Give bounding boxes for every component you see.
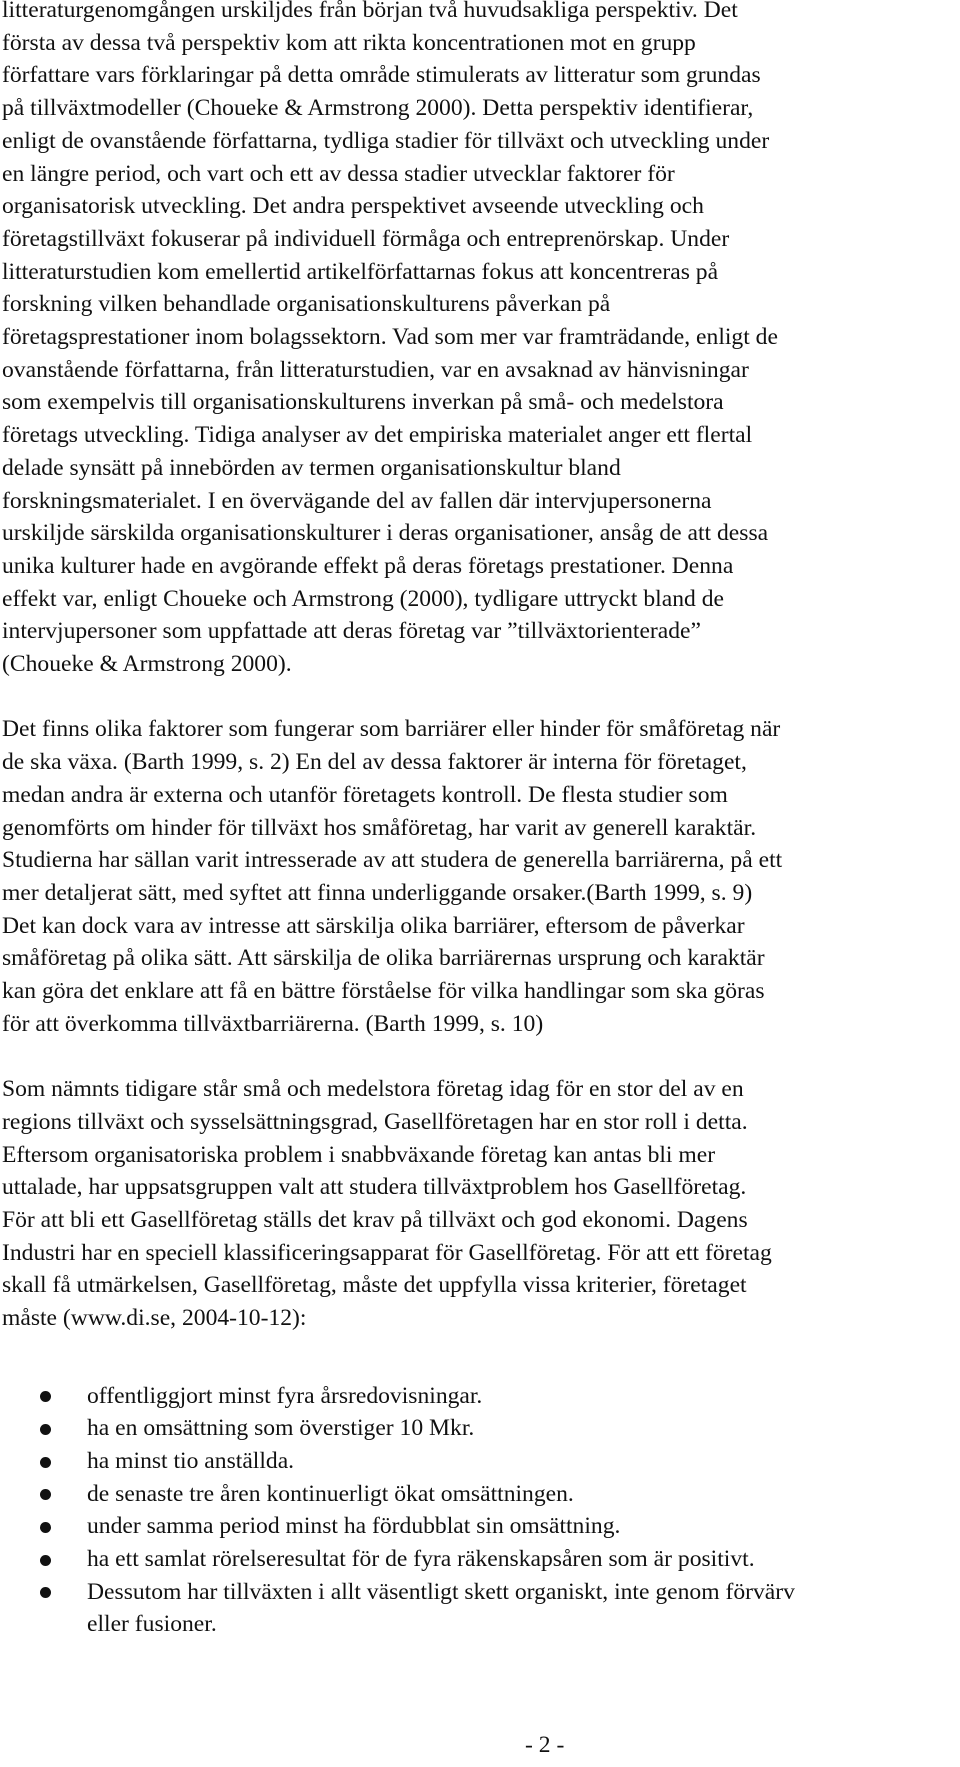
text-line: företagsprestationer inom bolagssektorn. Vad som mer var framträdande, enligt de (2, 324, 778, 350)
text-line: de ska växa. (Barth 1999, s. 2) En del av dessa faktorer är interna för företaget, (2, 749, 747, 776)
text-line: författare vars förklaringar på detta område stimulerats av litteratur som grundas (2, 62, 761, 89)
text-line: Industri har en speciell klassificeringsapparat för Gasellföretag. För att ett företag (2, 1239, 772, 1266)
text-line: forskning vilken behandlade organisationskulturens påverkan på (2, 291, 611, 318)
text-line: genomförts om hinder för tillväxt hos småföretag, har varit av generell karaktär. (2, 814, 757, 841)
text-line: Eftersom organisatoriska problem i snabbväxande företag kan antas bli mer (2, 1141, 716, 1168)
text-line: ovanstående författarna, från litteraturstudien, var en avsaknad av hänvisningar (2, 356, 749, 383)
bullet-icon (40, 1522, 51, 1533)
text-line: unika kulturer hade en avgörande effekt på deras företags prestationer. Denna (2, 552, 734, 579)
text-line: regions tillväxt och sysselsättningsgrad, Gasellföretagen har en stor roll i detta. (2, 1108, 748, 1135)
text-line: delade synsätt på innebörden av termen organisationskultur bland (2, 454, 621, 481)
list-item-text: ha minst tio anställda. (87, 1447, 295, 1474)
text-line: kan göra det enklare att få en bättre förståelse för vilka handlingar som ska göras (2, 978, 765, 1004)
text-line: skall få utmärkelsen, Gasellföretag, måste det uppfylla vissa kriterier, företaget (2, 1272, 747, 1299)
text-line: intervjupersoner som uppfattade att deras företag var ”tillväxtorienterade” (2, 618, 701, 645)
text-line: Studierna har sällan varit intresserade av att studera de generella barriärerna, på ett (2, 847, 783, 874)
bullet-icon (40, 1555, 51, 1566)
text-line: Som nämnts tidigare står små och medelstora företag idag för en stor del av en (2, 1076, 744, 1103)
list-item-text: ha ett samlat rörelseresultat för de fyra räkenskapsåren som är positivt. (87, 1546, 755, 1572)
text-line: enligt de ovanstående författarna, tydliga stadier för tillväxt och utveckling under (2, 127, 770, 154)
text-line: effekt var, enligt Choueke och Armstrong (2000), tydligare uttryckt bland de (2, 585, 724, 612)
list-item-text: Dessutom har tillväxten i allt väsentligt skett organiskt, inte genom förvärv (87, 1578, 795, 1605)
text-line: (Choueke & Armstrong 2000). (2, 651, 292, 677)
text-line: en längre period, och vart och ett av dessa stadier utvecklar faktorer för (2, 160, 675, 187)
list-item-text: under samma period minst ha fördubblat sin omsättning. (87, 1513, 621, 1540)
text-line: första av dessa två perspektiv kom att rikta koncentrationen mot en grupp (2, 29, 696, 56)
text-line: litteraturstudien kom emellertid artikelförfattarnas fokus att koncentreras på (2, 258, 719, 285)
page-number: - 2 - (525, 1732, 565, 1758)
text-line: företagstillväxt fokuserar på individuell förmåga och entreprenörskap. Under (2, 225, 730, 252)
bullet-icon (40, 1424, 51, 1435)
text-line: urskiljde särskilda organisationskulturer i deras organisationer, ansåg de att dessa (2, 520, 769, 547)
bullet-icon (40, 1457, 51, 1468)
bullet-icon (40, 1489, 51, 1500)
text-line: för att överkomma tillväxtbarriärerna. (Barth 1999, s. 10) (2, 1010, 544, 1037)
text-line: medan andra är externa och utanför företagets kontroll. De flesta studier som (2, 781, 728, 808)
text-line: företags utveckling. Tidiga analyser av det empiriska materialet anger ett flertal (2, 422, 753, 449)
text-line: småföretag på olika sätt. Att särskilja de olika barriärernas ursprung och karaktär (2, 945, 765, 972)
text-line: Det finns olika faktorer som fungerar som barriärer eller hinder för småföretag när (2, 716, 781, 743)
text-line: För att bli ett Gasellföretag ställs det krav på tillväxt och god ekonomi. Dagens (2, 1206, 748, 1233)
text-line: organisatorisk utveckling. Det andra perspektivet avseende utveckling och (2, 193, 704, 220)
list-item-text: eller fusioner. (87, 1611, 217, 1638)
text-line: forskningsmaterialet. I en övervägande del av fallen där intervjupersonerna (2, 487, 712, 514)
text-line: mer detaljerat sätt, med syftet att finna underliggande orsaker.(Barth 1999, s. 9) (2, 879, 753, 906)
text-line: Det kan dock vara av intresse att särskilja olika barriärer, eftersom de påverkar (2, 912, 745, 939)
list-item-text: de senaste tre åren kontinuerligt ökat omsättningen. (87, 1480, 574, 1507)
text-line: som exempelvis till organisationskulturens inverkan på små- och medelstora (2, 389, 724, 416)
text-line: måste (www.di.se, 2004-10-12): (2, 1305, 307, 1331)
bullet-icon (40, 1391, 51, 1402)
text-line: uttalade, har uppsatsgruppen valt att studera tillväxtproblem hos Gasellföretag. (2, 1174, 747, 1201)
bullet-icon (40, 1587, 51, 1598)
text-line: på tillväxtmodeller (Choueke & Armstrong 2000). Detta perspektiv identifierar, (2, 95, 754, 122)
text-line: litteraturgenomgången urskiljdes från början två huvudsakliga perspektiv. Det (2, 0, 738, 23)
list-item-text: ha en omsättning som överstiger 10 Mkr. (87, 1415, 475, 1442)
list-item-text: offentliggjort minst fyra årsredovisningar. (87, 1382, 483, 1409)
